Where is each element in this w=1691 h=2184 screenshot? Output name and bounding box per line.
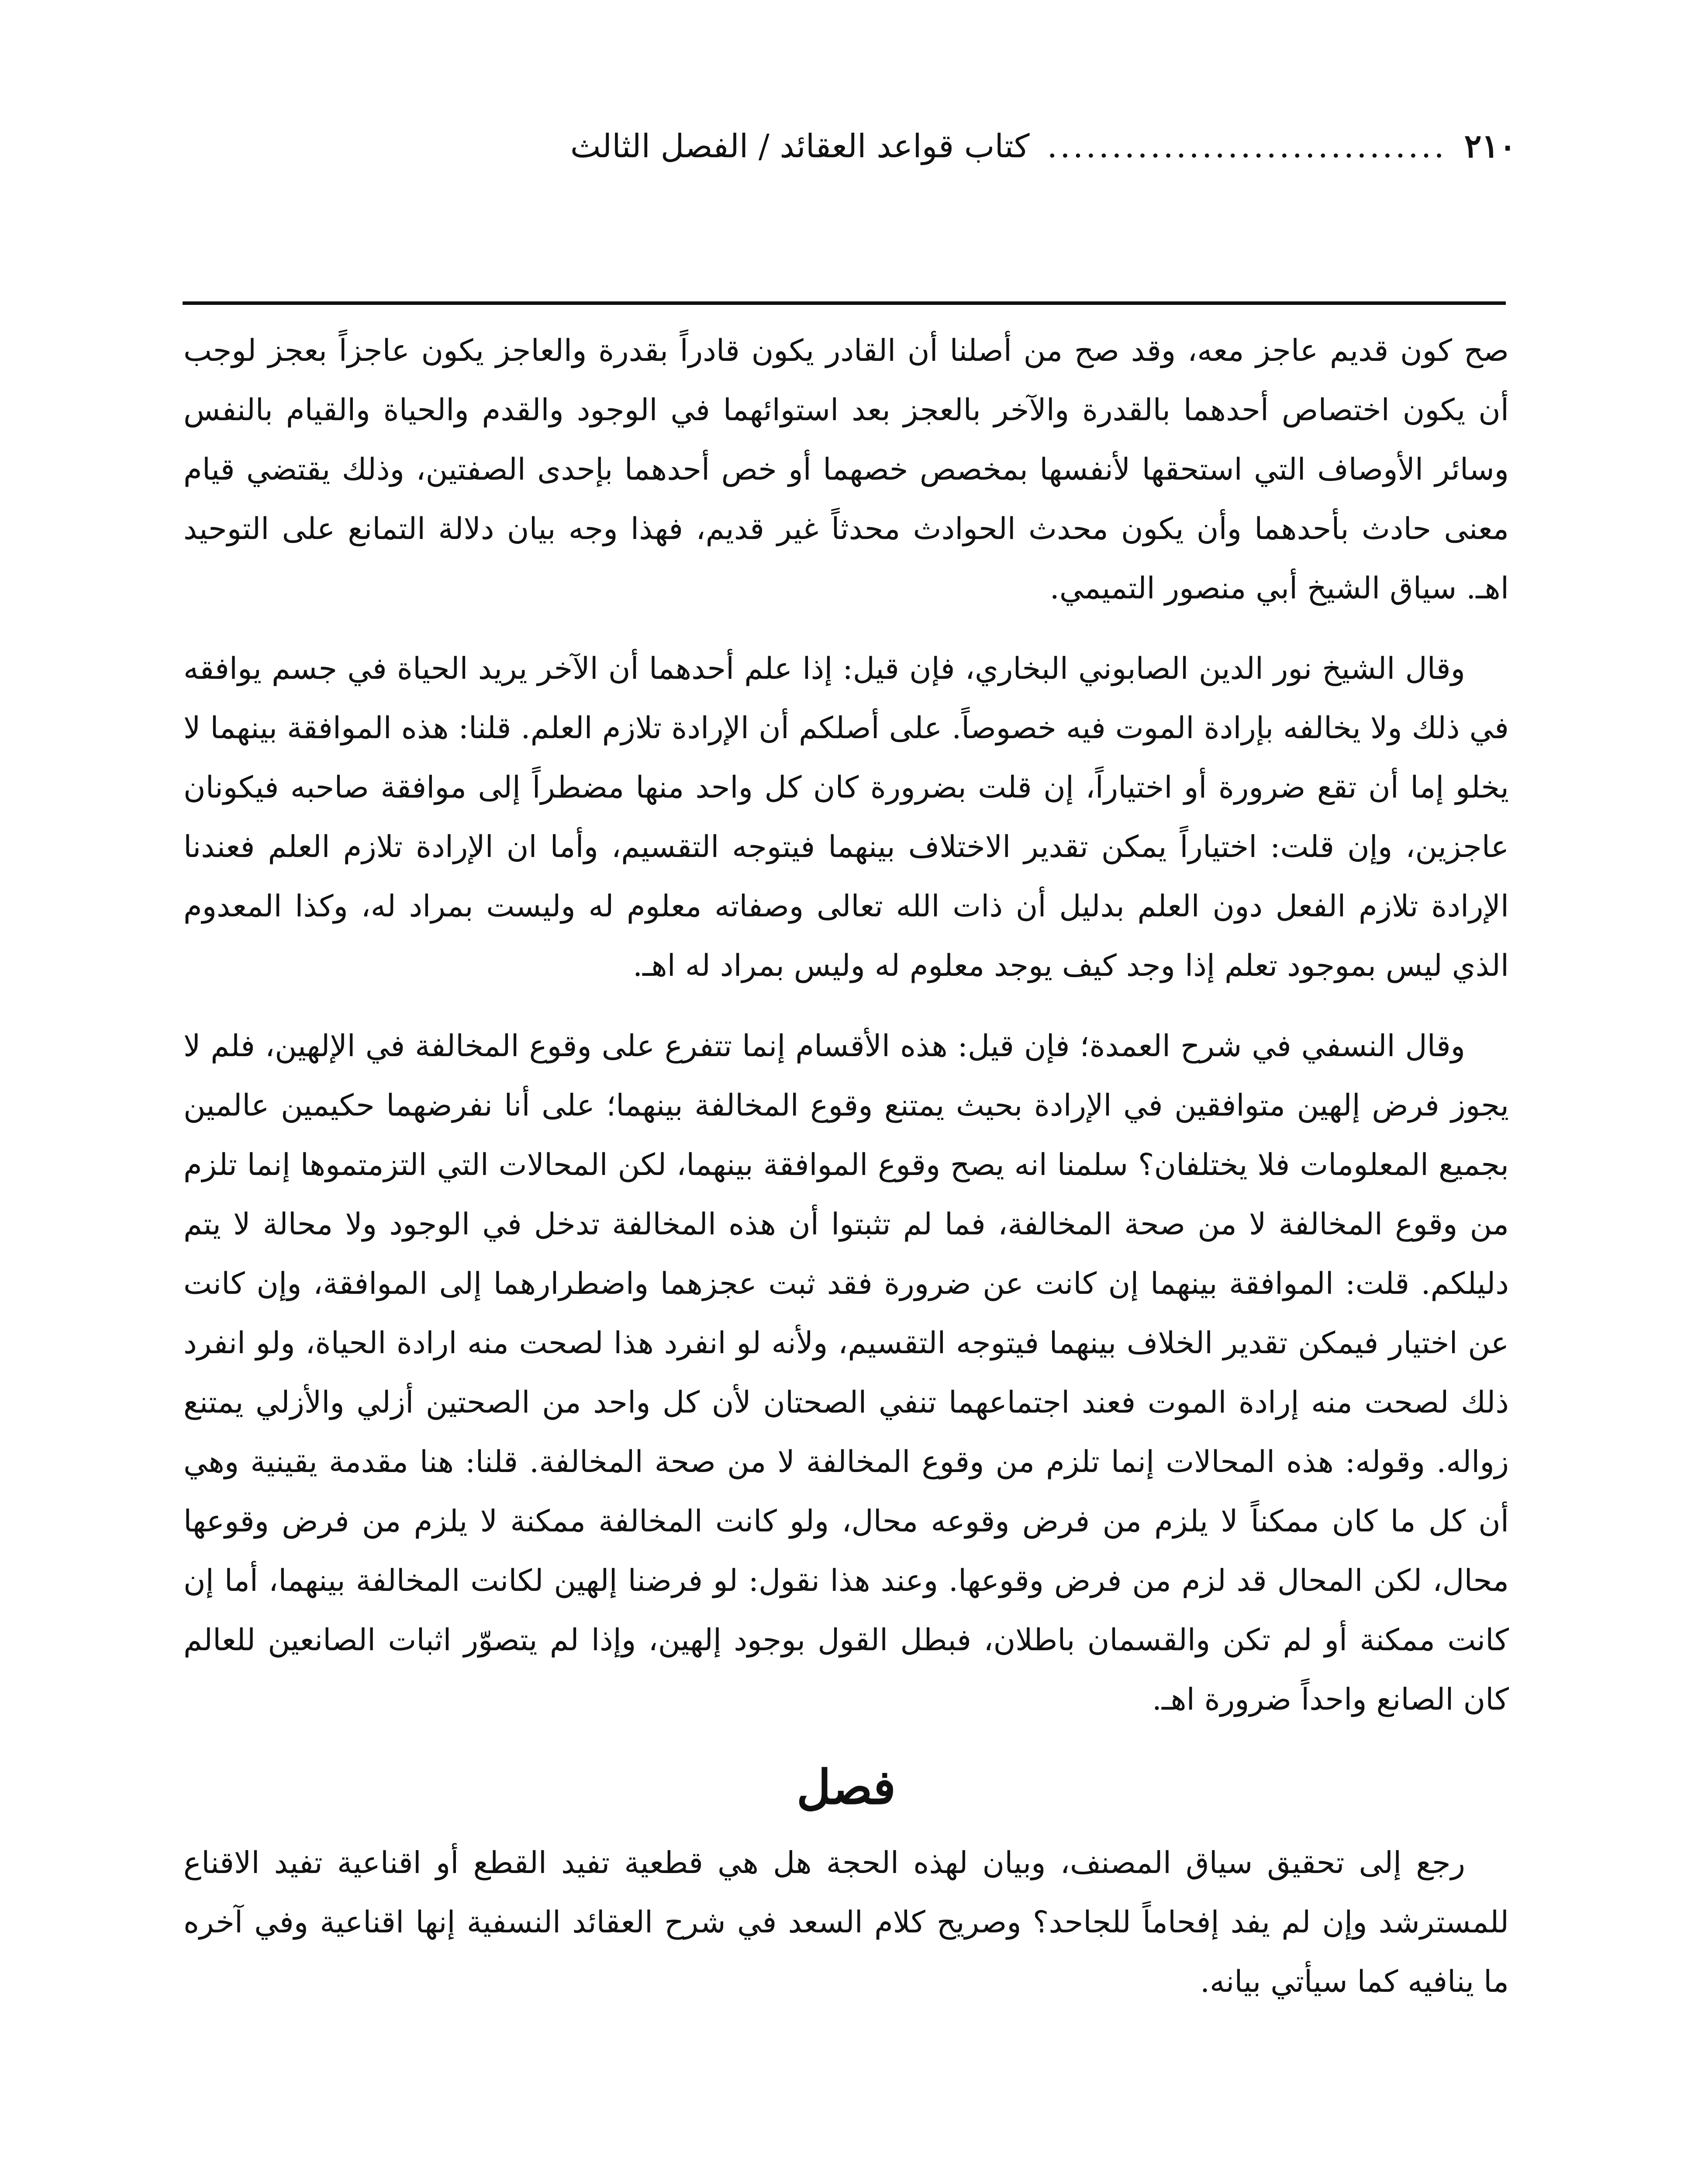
running-header xyxy=(188,118,1516,175)
paragraph-2: وقال الشيخ نور الدين الصابوني البخاري، فإن قيل: إذا علم أحدهما أن الآخر يريد الحياة في جسم يوافقه في ذلك ولا يخالفه بإرادة الموت فيه خصوصاً. على أصلكم أن الإرادة تلازم العلم. قلنا: هذه الموافقة بينهما لا يخلو إما أن تقع ضرورة أو اختياراً، إن قلت بضرورة كان كل واحد منها مضطراً إلى موافقة صاحبه فيكونان عاجزين، وإن قلت: اختياراً يمكن تقدير الاختلاف بينهما فيتوجه التقسيم، وأما ان الإرادة تلازم العلم فعندنا الإرادة تلازم الفعل دون العلم بدليل أن ذات الله تعالى وصفاته معلوم له وليست بمراد له، وكذا المعدوم الذي ليس بموجود تعلم إذا وجد كيف يوجد معلوم له وليس بمراد له اهـ. xyxy=(183,651,1509,983)
header-divider xyxy=(183,301,1506,305)
page-number: ٢١٠ xyxy=(1464,128,1516,165)
header-leader-dots: ............................... xyxy=(1047,128,1447,165)
paragraph-3: وقال النسفي في شرح العمدة؛ فإن قيل: هذه الأقسام إنما تتفرع على وقوع المخالفة في الإلهين، فلم لا يجوز فرض إلهين متوافقين في الإرادة بحيث يمتنع وقوع المخالفة بينهما؛ على أنا نفرضهما حكيمين عالمين بجميع المعلومات فلا يختلفان؟ سلمنا انه يصح وقوع الموافقة بينهما، لكن المحالات التي التزمتموها إنما تلزم من وقوع المخالفة لا من صحة المخالفة، فما لم تثبتوا أن هذه المخالفة تدخل في الوجود ولا محالة لا يتم دليلكم. قلت: الموافقة بينهما إن كانت عن ضرورة فقد ثبت عجزهما واضطرارهما إلى الموافقة، وإن كانت عن اختيار فيمكن تقدير الخلاف بينهما فيتوجه التقسيم، ولأنه لو انفرد هذا لصحت منه ارادة الحياة، ولو انفرد ذلك لصحت منه إرادة الموت فعند اجتماعهما تنفي الصحتان لأن كل واحد من الصحتين أزلي والأزلي يمتنع زواله. وقوله: هذه المحالات إنما تلزم من وقوع المخالفة لا من صحة المخالفة. قلنا: هنا مقدمة يقينية وهي أن كل ما كان ممكناً لا يلزم من فرض وقوعه محال، ولو كانت المخالفة ممكنة لا يلزم من فرض وقوعها محال، لكن المحال قد لزم من فرض وقوعها. وعند هذا نقول: لو فرضنا إلهين لكانت المخالفة بينهما، أما إن كانت ممكنة أو لم تكن والقسمان باطلان، فبطل القول بوجود إلهين، وإذا لم يتصوّر اثبات الصانعين للعالم كان الصانع واحداً ضرورة اهـ. xyxy=(183,1029,1509,1717)
body-text xyxy=(183,321,1509,2032)
section-heading: فصل xyxy=(796,1760,896,1815)
running-title: كتاب قواعد العقائد / الفصل الثالث xyxy=(570,128,1030,165)
paragraph-1: صح كون قديم عاجز معه، وقد صح من أصلنا أن القادر يكون قادراً بقدرة والعاجز يكون عاجزاً بعجز لوجب أن يكون اختصاص أحدهما بالقدرة والآخر بالعجز بعد استوائهما في الوجود والقدم والحياة والقيام بالنفس وسائر الأوصاف التي استحقها لأنفسها بمخصص خصهما أو خص أحدهما بإحدى الصفتين، وذلك يقتضي قيام معنى حادث بأحدهما وأن يكون محدث الحوادث محدثاً غير قديم، فهذا وجه بيان دلالة التمانع على التوحيد اهـ. سياق الشيخ أبي منصور التميمي. xyxy=(183,333,1509,606)
section-paragraph: رجع إلى تحقيق سياق المصنف، وبيان لهذه الحجة هل هي قطعية تفيد القطع أو اقناعية تفيد الاقناع للمسترشد وإن لم يفد إفحاماً للجاحد؟ وصريح كلام السعد في شرح العقائد النسفية إنها اقناعية وفي آخره ما ينافيه كما سيأتي بيانه. xyxy=(183,1845,1509,1999)
